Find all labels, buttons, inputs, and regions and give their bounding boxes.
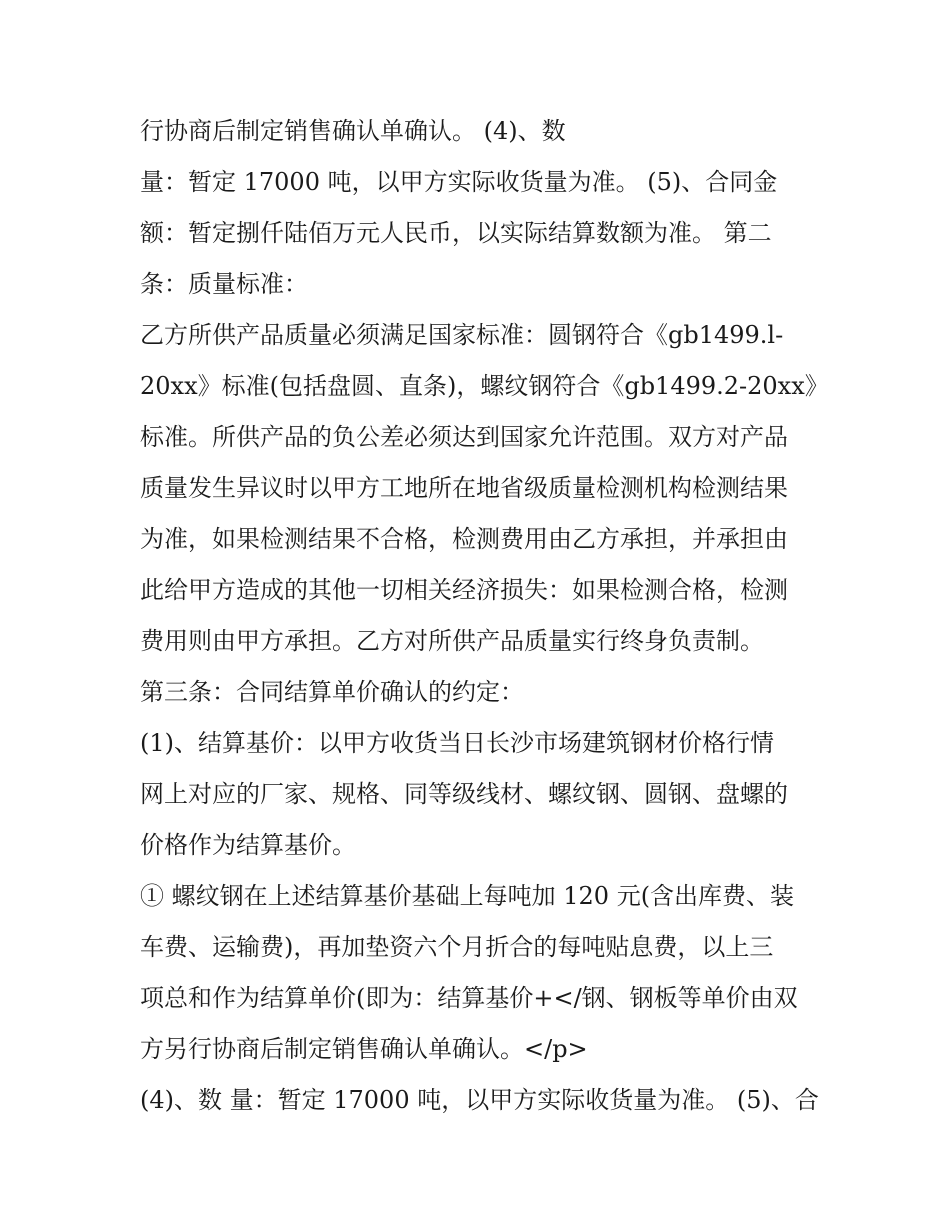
text-line: 价格作为结算基价。 bbox=[140, 831, 356, 859]
text-line: 网上对应的厂家、规格、同等级线材、螺纹钢、圆钢、盘螺的 bbox=[140, 780, 788, 808]
text-line: 项总和作为结算单价(即为：结算基价+</钢、钢板等单价由双 bbox=[140, 984, 798, 1012]
text-line: 为准，如果检测结果不合格，检测费用由乙方承担，并承担由 bbox=[140, 525, 788, 553]
text-line: 方另行协商后制定销售确认单确认。</p> bbox=[140, 1035, 588, 1063]
text-line: 第三条：合同结算单价确认的约定： bbox=[140, 678, 524, 706]
text-line: (1)、结算基价：以甲方收货当日长沙市场建筑钢材价格行情 bbox=[140, 729, 774, 757]
text-line: (4)、数 量：暂定 17000 吨，以甲方实际收货量为准。 (5)、合 bbox=[140, 1086, 819, 1114]
contract-text bbox=[140, 106, 829, 1126]
text-line: 量：暂定 17000 吨，以甲方实际收货量为准。 (5)、合同金 bbox=[140, 168, 778, 196]
text-line: 质量发生异议时以甲方工地所在地省级质量检测机构检测结果 bbox=[140, 474, 788, 502]
text-line: 标准。所供产品的负公差必须达到国家允许范围。双方对产品 bbox=[140, 423, 788, 451]
text-line: 此给甲方造成的其他一切相关经济损失：如果检测合格，检测 bbox=[140, 576, 788, 604]
text-line: 条：质量标准： bbox=[140, 270, 308, 298]
text-line: 费用则由甲方承担。乙方对所供产品质量实行终身负责制。 bbox=[140, 627, 764, 655]
text-line: 乙方所供产品质量必须满足国家标准：圆钢符合《gb1499.l- bbox=[140, 321, 784, 349]
text-line: 20xx》标准(包括盘圆、直条)，螺纹钢符合《gb1499.2-20xx》 bbox=[140, 372, 829, 400]
text-line: 额：暂定捌仟陆佰万元人民币，以实际结算数额为准。 第二 bbox=[140, 219, 772, 247]
text-line: 车费、运输费)，再加垫资六个月折合的每吨贴息费，以上三 bbox=[140, 933, 774, 961]
text-line: 行协商后制定销售确认单确认。 (4)、数 bbox=[140, 117, 566, 145]
text-line: ① 螺纹钢在上述结算基价基础上每吨加 120 元(含出库费、装 bbox=[140, 882, 795, 910]
